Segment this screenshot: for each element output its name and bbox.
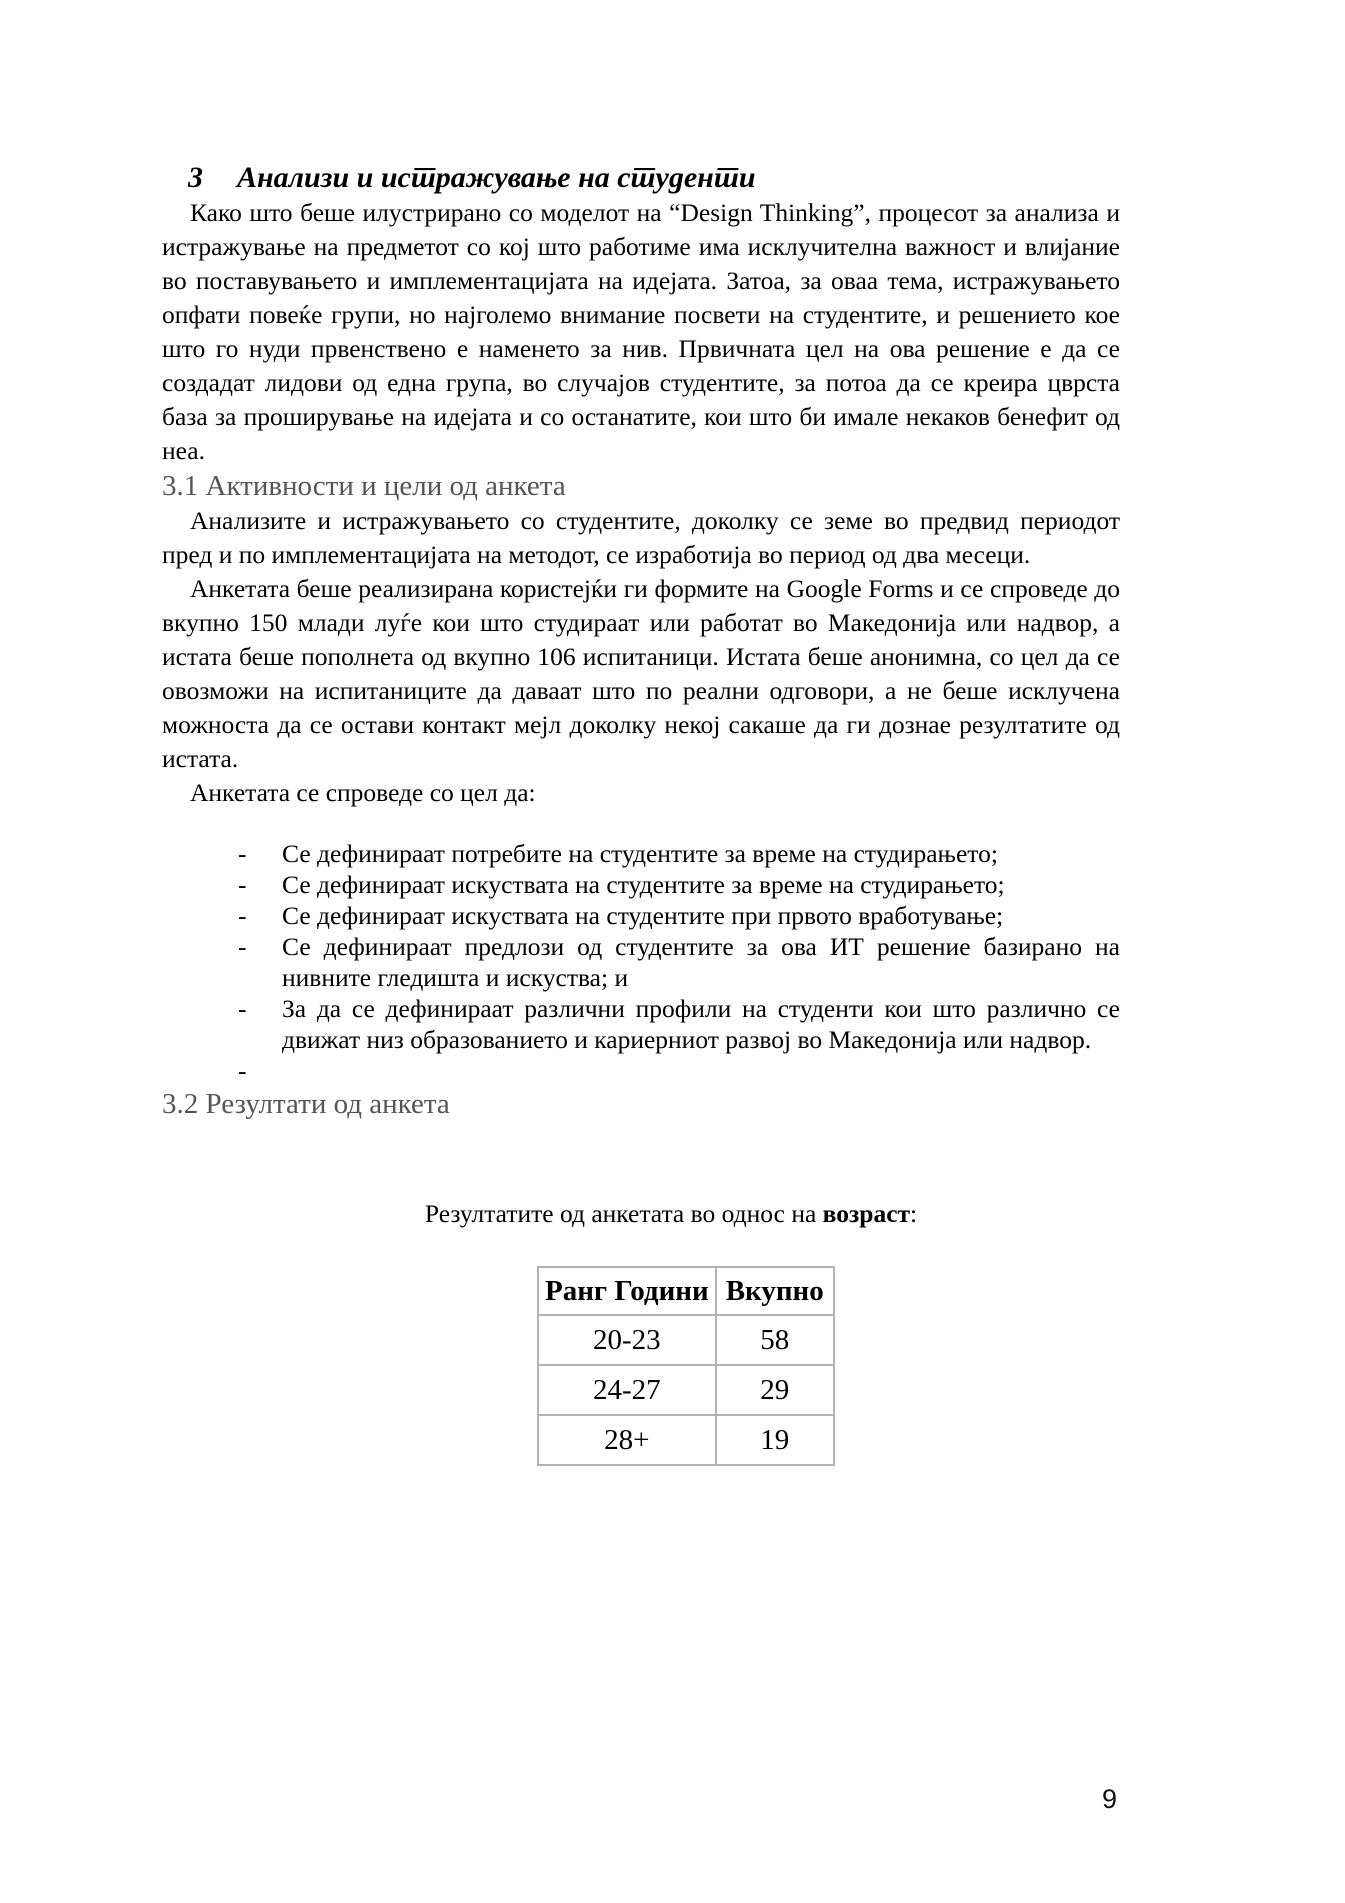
list-item — [162, 993, 1120, 1055]
list-dash: - — [238, 870, 247, 899]
cell-total: 19 — [716, 1415, 834, 1465]
chapter-heading — [188, 160, 1120, 196]
header-cell-age-range: Ранг Години — [538, 1267, 716, 1315]
list-item-text: Се дефинираат потребите на студентите за време на студирањето; — [282, 839, 998, 868]
cell-age-range: 20-23 — [538, 1315, 716, 1365]
page-content — [162, 0, 1120, 1466]
list-item-text: Се дефинираат искуствата на студентите при првото вработување; — [282, 901, 1004, 930]
list-item-text: Се дефинираат искуствата на студентите за време на студирањето; — [282, 870, 1005, 899]
cell-total: 58 — [716, 1315, 834, 1365]
list-item-empty — [162, 1055, 1120, 1086]
results-caption-prefix: Резултатите од анкетата во однос на — [424, 1199, 823, 1228]
header-cell-total: Вкупно — [716, 1267, 834, 1315]
list-item-text — [282, 1055, 1120, 1086]
section-3-1-heading: 3.1 Активности и цели од анкета — [162, 470, 566, 502]
list-dash: - — [238, 1056, 247, 1085]
table-row — [538, 1365, 834, 1415]
page-number: 9 — [1102, 1784, 1118, 1814]
section-3-2-heading: 3.2 Резултати од анкета — [162, 1088, 450, 1120]
list-dash: - — [238, 839, 247, 868]
list-intro-line: Анкетата се спроведе со цел да: — [190, 778, 536, 807]
list-item — [162, 869, 1120, 900]
paragraph-design-thinking: Како што беше илустрирано со моделот на “Design Thinking”, процесот за анализа и истражување на предметот со кој што работиме има исклучителна важност и влијание во поставувањето и имплементацијата на идејата. Затоа, за оваа тема, истражувањето опфати повеќе групи, но најголемо внимание посвети на студентите, и решението кое што го нуди првенствено е наменето за нив. Првичната цел на ова решение е да се создадат лидови од една група, во случајов студентите, за потоа да се креира цврста база за проширување на идејата и со останатите, кои што би имале некаков бенефит од неа. — [162, 198, 1120, 465]
list-item — [162, 838, 1120, 869]
list-item — [162, 931, 1120, 993]
cell-total: 29 — [716, 1365, 834, 1415]
list-item-text: Се дефинираат предлози од студентите за ова ИТ решение базирано на нивните гледишта и искуства; и — [282, 932, 1120, 992]
age-table-head — [538, 1267, 834, 1315]
list-item — [162, 900, 1120, 931]
cell-age-range: 24-27 — [538, 1365, 716, 1415]
survey-goals-list — [162, 838, 1120, 1086]
results-caption-bold-word: возраст — [822, 1199, 911, 1228]
paragraph-analysis-period: Анализите и истражувањето со студентите, доколку се земе во предвид периодот пред и по имплементацијата на методот, се изработија во период од два месеци. — [162, 506, 1120, 569]
chapter-title: Анализи и истражување на студенти — [237, 161, 756, 194]
results-caption — [222, 1197, 1120, 1231]
table-row — [538, 1315, 834, 1365]
table-header-row — [538, 1267, 834, 1315]
list-dash: - — [238, 901, 247, 930]
list-item-text: За да се дефинираат различни профили на студенти кои што различно се движат низ образованието и кариерниот развој во Македонија или надвор. — [282, 994, 1120, 1054]
chapter-number: 3 — [188, 161, 203, 194]
age-results-table — [537, 1266, 835, 1466]
table-row — [538, 1415, 834, 1465]
list-dash: - — [238, 994, 247, 1023]
list-dash: - — [238, 932, 247, 961]
paragraph-google-forms: Анкетата беше реализирана користејќи ги формите на Google Forms и се спроведе до вкупно 150 млади луѓе кои што студираат или работат во Македонија или надвор, а истата беше пополнета од вкупно 106 испитаници. Истата беше анонимна, со цел да се овозможи на испитаниците да даваат што по реални одговори, а не беше исклучена можноста да се остави контакт мејл доколку некој сакаше да ги дознае резултатите од истата. — [162, 574, 1120, 773]
cell-age-range: 28+ — [538, 1415, 716, 1465]
age-table-body — [538, 1315, 834, 1465]
results-caption-suffix: : — [910, 1199, 918, 1228]
